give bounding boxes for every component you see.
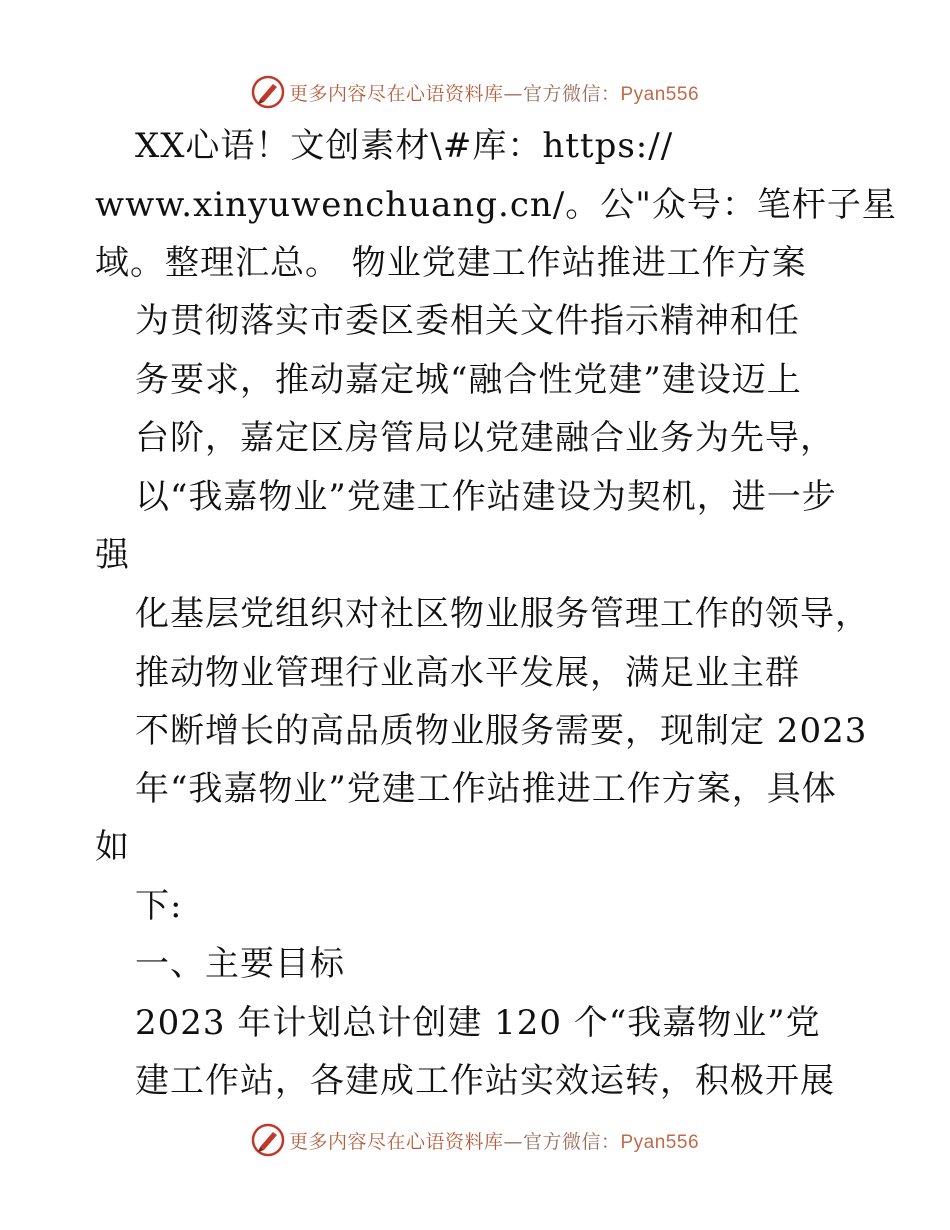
body-line: 域。整理汇总。 物业党建工作站推进工作方案 — [95, 243, 807, 283]
watermark-wechat-label: 官方微信： — [522, 1130, 621, 1153]
body-line: 强 — [95, 535, 130, 575]
watermark-separator: — — [503, 1130, 523, 1153]
body-line: 台阶，嘉定区房管局以党建融合业务为先导， — [135, 418, 835, 458]
body-line: 下: — [135, 886, 183, 926]
body-line: 年“我嘉物业”党建工作站推进工作方案，具体 — [135, 769, 837, 809]
watermark-wechat-label: 官方微信： — [522, 82, 621, 105]
header-watermark — [0, 72, 950, 112]
watermark-wechat-id: Pyan556 — [620, 83, 700, 105]
watermark-wechat-id: Pyan556 — [620, 1131, 700, 1153]
pen-logo-icon — [251, 1123, 285, 1157]
watermark-separator: — — [503, 82, 523, 105]
section-heading: 一、主要目标 — [135, 944, 345, 984]
body-line: 以“我嘉物业”党建工作站建设为契机，进一步 — [135, 477, 837, 517]
watermark-text: 更多内容尽在心语资料库 — [288, 1130, 504, 1153]
body-line: 不断增长的高品质物业服务需要，现制定 2023 — [135, 711, 868, 751]
body-line: 推动物业管理行业高水平发展，满足业主群 — [135, 653, 800, 693]
body-line: 建工作站，各建成工作站实效运转，积极开展 — [135, 1061, 835, 1101]
body-line: 为贯彻落实市委区委相关文件指示精神和任 — [135, 301, 800, 341]
body-line: 务要求，推动嘉定城“融合性党建”建设迈上 — [135, 360, 802, 400]
body-line: XX心语！文创素材\#库：https:// — [135, 126, 674, 166]
pen-logo-icon — [251, 75, 285, 109]
body-line: 如 — [95, 827, 130, 867]
footer-watermark — [0, 1120, 950, 1160]
watermark-text: 更多内容尽在心语资料库 — [288, 82, 504, 105]
body-line: 2023 年计划总计创建 120 个“我嘉物业”党 — [135, 1003, 821, 1043]
body-line: 化基层党组织对社区物业服务管理工作的领导， — [135, 594, 870, 634]
body-line: www.xinyuwenchuang.cn/。公"众号：笔杆子星 — [95, 185, 897, 225]
